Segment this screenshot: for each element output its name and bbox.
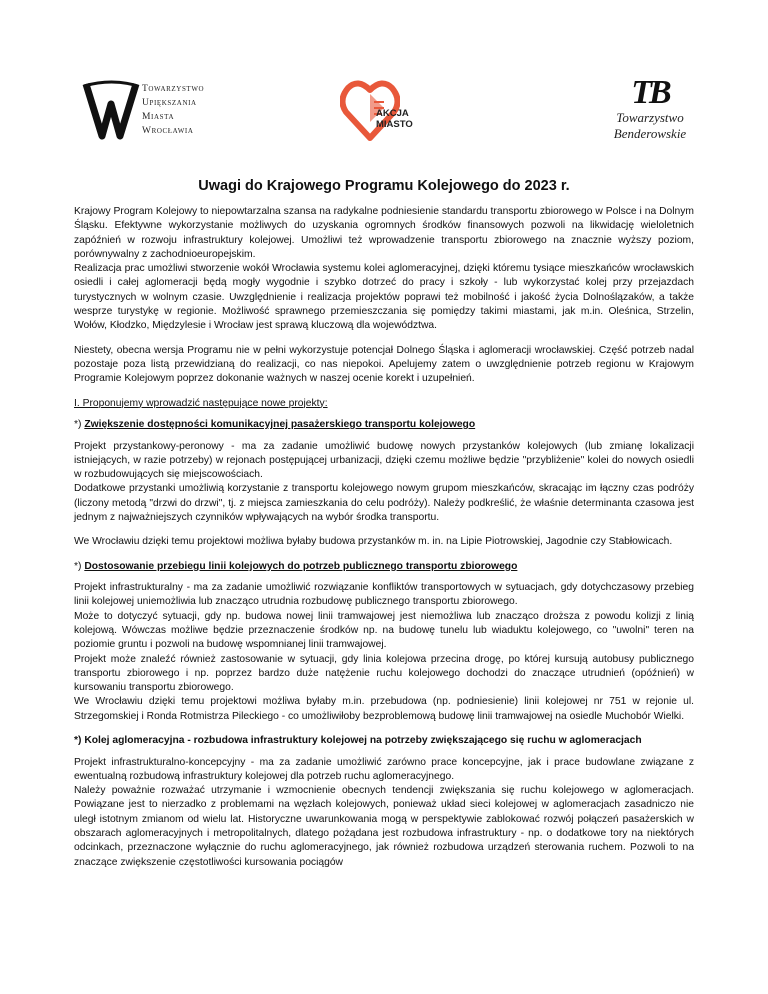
project-1-paragraph-2: Dodatkowe przystanki umożliwią korzystanie z transportu kolejowego nowym grupom mieszkańców, skracając im łączny czas podróży (liczony metodą "drzwi do drzwi", tj. z miejsca zamieszkania do celu podróży). Należy podkreślić, że właśnie determinanta czasowa jest jednym z najważniejszych czynników wpływających na wybór środka transportu. [74,483,694,524]
project-1-paragraph-3: We Wrocławiu dzięki temu projektowi możliwa byłaby budowa przystanków m. in. na Lipie Piotrowskiej, Jagodnie czy Stabłowicach. [74,536,673,548]
project-heading-3 [74,734,694,748]
akcja-miasto-logo [340,72,430,144]
project-2-paragraph-2: Może to dotyczyć sytuacji, gdy np. budowa nowej linii tramwajowej jest niemożliwa lub znacząco droższa z powodu kolizji z linią kolejową. Wówczas możliwe będzie przeznaczenie środków np. na budowę tunelu lub wiaduktu kolejowego, co "uwolni" teren na poziomie gruntu i pozwoli na budowę wspomnianej linii tramwajowej. [74,610,694,651]
bullet: *) [74,560,82,572]
intro-paragraph-1: Krajowy Program Kolejowy to niepowtarzalna szansa na radykalne podniesienie standardu transportu zbiorowego w Polsce i na Dolnym Śląsku. Efektywne wykorzystanie możliwych do uzyskania ogromnych środków finansowych pozwoli na likwidację wieloletnich zapóźnień w rozwoju infrastruktury kolejowej. Umożliwi też wprowadzenie transportu zbiorowego na znacznie wyższy poziom, porównywalny z zachodnioeuropejskim. [74,206,694,260]
project-1-paragraph-1: Projekt przystankowy-peronowy - ma za zadanie umożliwić budowę nowych przystanków kolejowych (lub zmianę lokalizacji istniejących, w razie potrzeby) w rejonach postępującej urbanizacji, dzięki czemu możliwe będzie "przybliżenie" kolei do nowych osiedli w rozbudowujących się miejscowościach. [74,440,694,481]
project-2-paragraph-1: Projekt infrastrukturalny - ma za zadanie umożliwić rozwiązanie konfliktów transportowych w sytuacjach, gdy dotychczasowy przebieg linii kolejowej uniemożliwia lub znacząco utrudnia rozbudowę publicznego transportu zbiorowego. [74,582,694,608]
project-2-paragraph-4: We Wrocławiu dzięki temu projektowi możliwa byłaby m.in. przebudowa (np. podniesienie) linii kolejowej nr 751 w rejonie ul. Strzegomskiej i Ronda Rotmistrza Pileckiego - co umożliwiłoby bezproblemową budowę linii tramwajowej na osiedle Muchobór Wielki. [74,696,694,722]
bullet: *) [74,735,82,747]
tum-line-1: Towarzystwo [142,84,205,94]
towarzystwo-benderowskie-logo [600,76,700,146]
project-2-paragraph-3: Projekt może znaleźć również zastosowanie w sytuacji, gdy linia kolejowa przecina drogę, po której kursują autobusy publicznego transportu zbiorowego i np. poprzez bardzo duże natężenie ruchu kolejowego dochodzi do znaczące utrudnień (opóźnień) w kursowaniu transportu zbiorowego. [74,653,694,694]
section-heading: I. Proponujemy wprowadzić następujące nowe projekty: [74,397,328,409]
intro-paragraph-2: Realizacja prac umożliwi stworzenie wokół Wrocławia systemu kolei aglomeracyjnej, dzięki któremu tysiące mieszkańców wrocławskich osiedli i całej aglomeracji będą mogły wygodnie i szybko dotrzeć do pracy i szkoły - lub wykorzystać kolej przy przejazdach turystycznych w wolnym czasie. Uwzględnienie i realizacja projektów poprawi też mobilność i jakość życia Dolnoślązaków, a także wesprze turystykę w regionie. Możliwość sprawnego przemieszczania się pomiędzy takimi miastami, jak m.in. Oleśnica, Strzelin, Wołów, Kłodzko, Międzylesie i Wrocław jest sprawą kluczową dla województwa. [74,263,694,332]
bullet: *) [74,419,82,431]
document-body [74,205,694,870]
tum-line-3: Miasta [142,112,175,122]
tb-line-1: Towarzystwo [616,110,684,125]
project-3-paragraph-2: Należy poważnie rozważać utrzymanie i wzmocnienie obecnych tendencji zwiększania się ruchu kolejowego w aglomeracjach. Powiązane jest to nierzadko z problemami na węzłach kolejowych, ponieważ układ sieci kolejowej w aglomeracjach zasadniczo nie uległ istotnym zmianom od wielu lat. Historyczne uwarunkowania mogą w perspektywie zablokować rozwój połączeń pasażerskich w obszarach aglomeracyjnych i metropolitalnych, dlatego pożądana jest rozbudowa infrastruktury - np. o dodatkowe tory na niektórych odcinkach, przeznaczone wyłącznie do ruchu aglomeracyjnego, jak również rozbudowa urządzeń sterowania ruchem. Pozwoli to na znaczące zwiększenie częstotliwości kursowania pociągów [74,785,694,868]
project-3-paragraph-1: Projekt infrastrukturalno-koncepcyjny - ma za zadanie umożliwić zarówno prace koncepcyjne, jak i prace budowlane związane z ewentualną rozbudową infrastruktury kolejowej dla potrzeb ruchu aglomeracyjnego. [74,756,694,782]
header-logos [0,0,768,160]
tum-logo [82,78,242,142]
appeal-paragraph: Niestety, obecna wersja Programu nie w pełni wykorzystuje potencjał Dolnego Śląska i aglomeracji wrocławskiej. Część potrzeb nadal pozostaje poza listą przewidzianą do realizacji, co nas niepokoi. Apelujemy zatem o uwzględnienie potrzeb regionu w Krajowym Programie Kolejowym poprzez dokonanie ważnych w naszej ocenie korekt i uzupełnień. [74,344,694,385]
tb-monogram: TB [631,74,669,111]
akcja-line-2: MIASTO [376,119,413,130]
document-title: Uwagi do Krajowego Programu Kolejowego do 2023 r. [198,178,570,194]
tum-line-4: Wrocławia [142,126,194,136]
project-heading-2 [74,560,694,574]
project-heading-3-text: Kolej aglomeracyjna - rozbudowa infrastruktury kolejowej na potrzeby zwiększającego się ruchu w aglomeracjach [84,735,642,747]
heart-house-icon [340,72,400,142]
tb-line-2: Benderowskie [613,126,687,141]
tum-monogram-icon [82,78,140,140]
project-heading-1 [74,418,694,432]
project-heading-1-text: Zwiększenie dostępności komunikacyjnej pasażerskiego transportu kolejowego [84,419,476,431]
akcja-line-1: AKCJA [376,108,409,119]
project-heading-2-text: Dostosowanie przebiegu linii kolejowych do potrzeb publicznego transportu zbiorowego [84,560,518,572]
tum-line-2: Upiększania [142,98,197,108]
